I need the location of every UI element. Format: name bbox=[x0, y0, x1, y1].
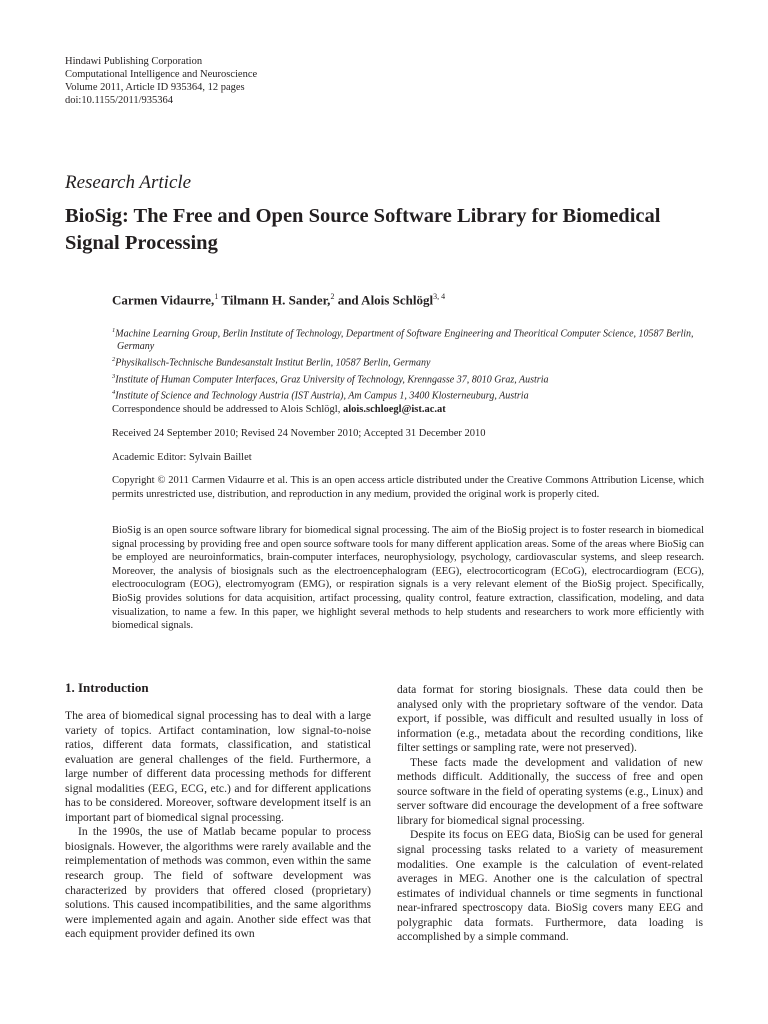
affiliation bbox=[112, 370, 707, 386]
paper-title: BioSig: The Free and Open Source Software Library for Biomedical Signal Processing bbox=[65, 205, 661, 254]
author-affiliation-mark: 3, 4 bbox=[433, 292, 446, 301]
publisher-name: Hindawi Publishing Corporation bbox=[65, 56, 203, 67]
correspondence-email[interactable]: alois.schloegl@ist.ac.at bbox=[342, 404, 446, 415]
academic-editor: Academic Editor: Sylvain Baillet bbox=[112, 452, 252, 463]
abstract: BioSig is an open source software library for biomedical signal processing. The aim of the BioSig project is to foster research in biomedical signal processing by providing free and open source software tools for many different application areas. Some of the areas where BioSig can be employed are neuroinformatics, brain-computer interfaces, neurophysiology, psychology, cardiovascular systems, and sleep research. Moreover, the analysis of biosignals such as the electroencephalogram (EEG), electrocorticogram (ECoG), electrocardiogram (ECG), electrooculogram (EOG), electromyogram (EMG), or respiration signals is a very relevant element of the BioSig project. Specifically, BioSig provides solutions for data acquisition, artifact processing, quality control, feature extraction, classification, modeling, and data visualization, to name a few. In this paper, we highlight several methods to help students and researchers to work more efficiently with biomedical signals. bbox=[112, 525, 704, 632]
affiliation bbox=[112, 324, 707, 353]
affiliation-text: Institute of Science and Technology Austria (IST Austria), Am Campus 1, 3400 Klosterneuburg, Austria bbox=[115, 390, 529, 402]
author-affiliation-mark: 1 bbox=[214, 292, 219, 301]
author-list bbox=[112, 292, 445, 308]
journal-name: Computational Intelligence and Neuroscience bbox=[65, 69, 258, 80]
author-name: Carmen Vidaurre, bbox=[112, 292, 215, 308]
author-name: Tilmann H. Sander, bbox=[218, 292, 331, 308]
affiliation-mark: 3 bbox=[112, 372, 116, 380]
section-heading: 1. Introduction bbox=[65, 680, 149, 695]
author-name: and Alois Schlögl bbox=[334, 292, 434, 308]
body-paragraph: The area of biomedical signal processing has to deal with a large variety of topics. Artifact contamination, low signal-to-noise ratios, different data formats, classification, and statistical evaluation are general challenges of the field. Furthermore, a large number of different data processing methods for different signal modalities (EEG, ECG, etc.) and for different applications has to be considered. Moreover, software development itself is an important part of biomedical signal processing. bbox=[65, 709, 371, 824]
article-type: Research Article bbox=[65, 172, 192, 193]
affiliation-text: Physikalisch-Technische Bundesanstalt Institut Berlin, 10587 Berlin, Germany bbox=[115, 357, 431, 369]
left-column bbox=[65, 680, 371, 942]
affiliation-text: Machine Learning Group, Berlin Institute of Technology, Department of Software Engineering and Theoritical Computer Science, 10587 Berlin, Germany bbox=[115, 328, 694, 353]
affiliation-mark: 2 bbox=[112, 356, 116, 364]
journal-header bbox=[65, 55, 257, 107]
body-paragraph: These facts made the development and validation of new methods difficult. Additionally, the success of free and open source software in the field of operating systems (e.g., Linux) and server software did encourage the development of a free software library for biomedical signal processing. bbox=[397, 755, 703, 827]
body-paragraph: data format for storing biosignals. These data could then be analysed only with the proprietary software of the vendor. Data export, if possible, was difficult and resulted usually in loss of information (e.g., metadata about the recording conditions, like filter settings or sampling rate, were not preserved). bbox=[397, 683, 703, 755]
affiliation-mark: 4 bbox=[112, 388, 116, 396]
author-affiliation-mark: 2 bbox=[330, 292, 335, 301]
copyright-notice: Copyright © 2011 Carmen Vidaurre et al. This is an open access article distributed under the Creative Commons Attribution License, which permits unrestricted use, distribution, and reproduction in any medium, provided the original work is properly cited. bbox=[112, 475, 704, 500]
volume-info: Volume 2011, Article ID 935364, 12 pages bbox=[65, 82, 245, 93]
body-paragraph: Despite its focus on EEG data, BioSig can be used for general signal processing tasks related to a variety of measurement modalities. One example is the calculation of event-related averages in MEG. Another one is the calculation of spectral estimates of individual channels or time segments in functional near-infrared spectroscopy data. BioSig covers many EEG and polygraphic data formats. Furthermore, data loading is accomplished by a simple command. bbox=[397, 828, 703, 944]
body-paragraph: In the 1990s, the use of Matlab became popular to process biosignals. However, the algorithms were rarely available and the reimplementation of methods was common, even within the same research group. The field of software development was characterized by providers that offered closed (proprietary) solutions. This caused incompatibilities, and the same algorithms were implemented again and again. Another side effect was that each equipment provider defined its own bbox=[65, 825, 371, 941]
article-dates: Received 24 September 2010; Revised 24 November 2010; Accepted 31 December 2010 bbox=[112, 428, 486, 439]
affiliation-mark: 1 bbox=[112, 327, 116, 334]
affiliation-text: Institute of Human Computer Interfaces, Graz University of Technology, Krenngasse 37, 8010 Graz, Austria bbox=[115, 373, 549, 385]
doi: doi:10.1155/2011/935364 bbox=[65, 95, 174, 106]
affiliation bbox=[112, 386, 707, 402]
affiliation bbox=[112, 353, 707, 369]
right-column bbox=[397, 683, 703, 945]
correspondence-text: Correspondence should be addressed to Alois Schlögl, bbox=[112, 404, 343, 415]
correspondence bbox=[112, 403, 446, 417]
affiliation-list bbox=[112, 324, 707, 402]
